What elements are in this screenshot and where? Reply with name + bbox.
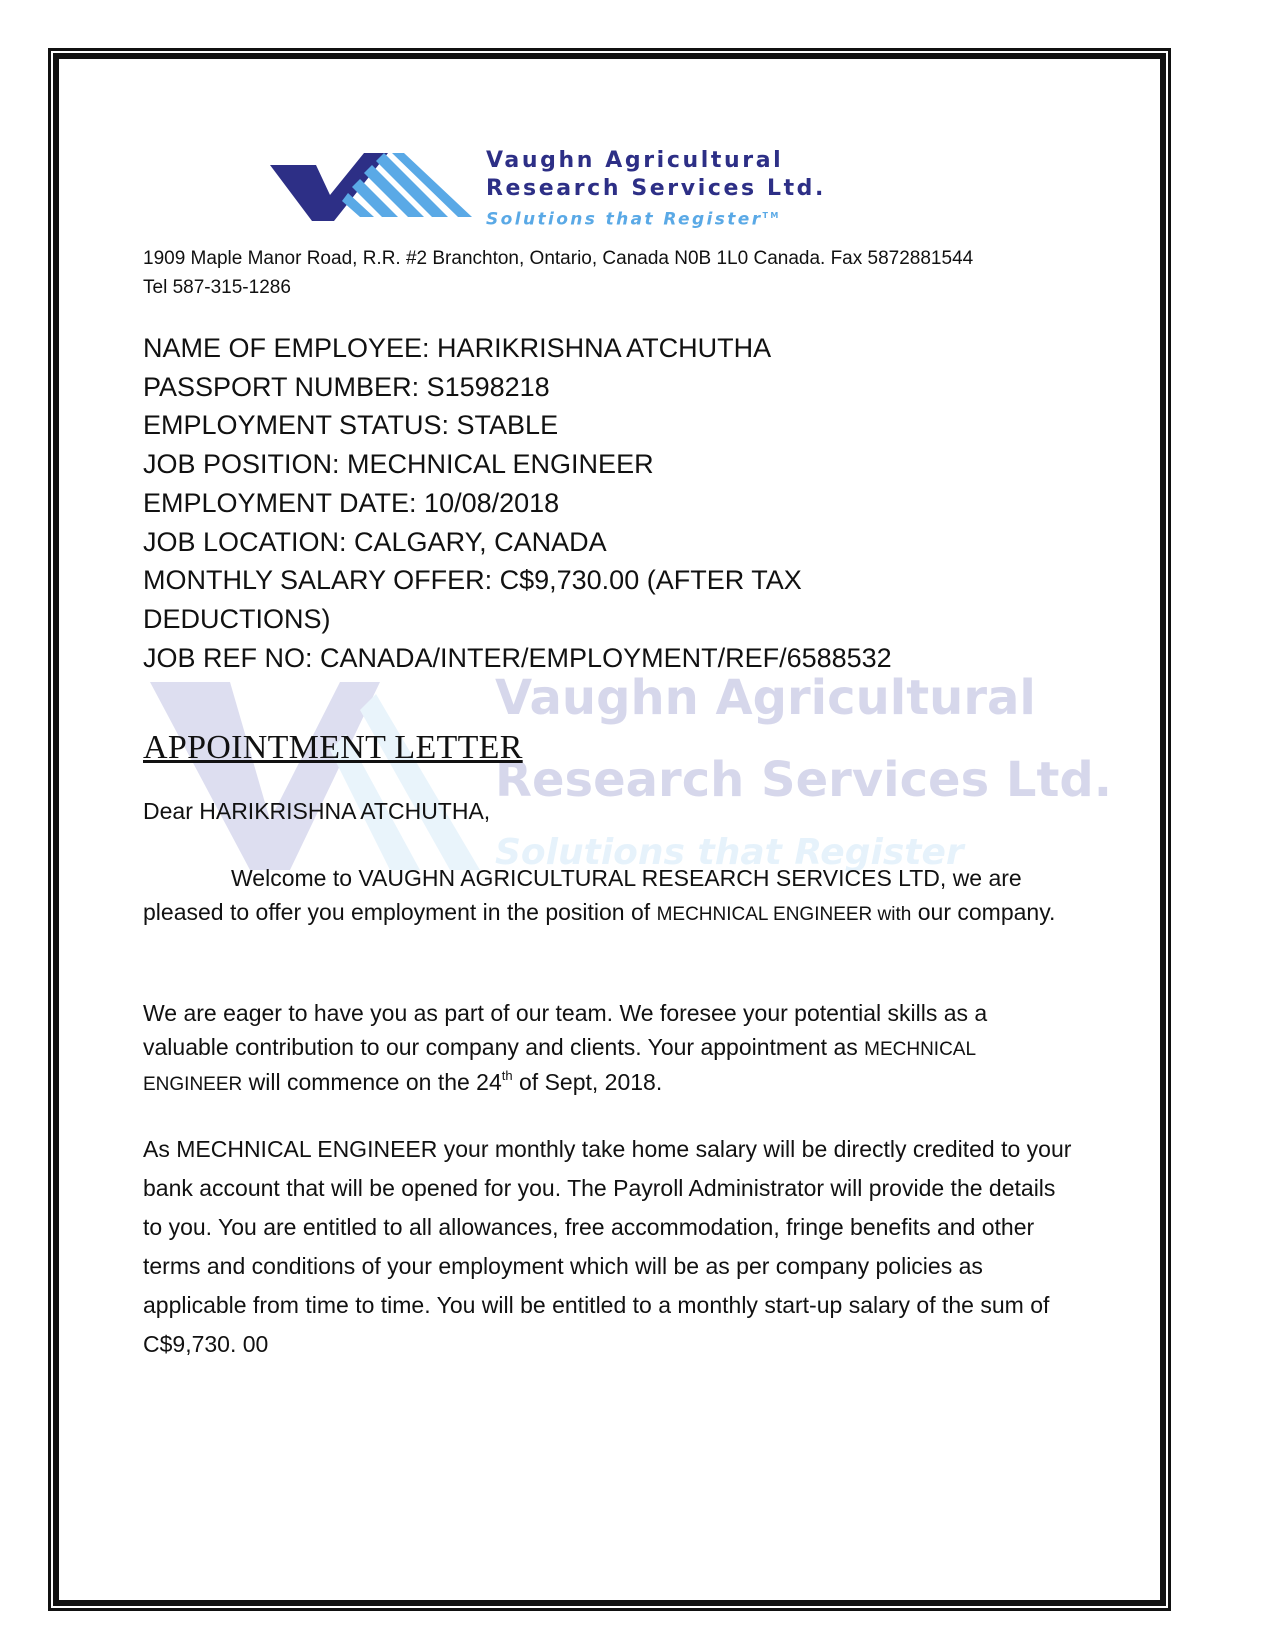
- employment-date-field: EMPLOYMENT DATE: 10/08/2018: [143, 487, 560, 518]
- watermark-line2: Research Services Ltd.: [495, 752, 1112, 808]
- phone-line: Tel 587-315-1286: [143, 277, 291, 298]
- paragraph-appointment: We are eager to have you as part of our team. We foresee your potential skills as a valuable contribution to our company and clients. Your appointment as MECHNICAL ENGINEER will commence on the 24th of Sept, 2018.: [143, 1000, 988, 1095]
- logo-name-line1: Vaughn Agricultural: [486, 148, 784, 173]
- logo-v-mark-icon: [268, 147, 478, 223]
- job-location-field: JOB LOCATION: CALGARY, CANADA: [143, 526, 607, 557]
- paragraph-welcome: Welcome to VAUGHN AGRICULTURAL RESEARCH SERVICES LTD, we are pleased to offer you employment in the position of MECHNICAL ENGINEER with our company.: [143, 865, 1056, 925]
- company-address: [143, 244, 1103, 302]
- job-ref-field: JOB REF NO: CANADA/INTER/EMPLOYMENT/REF/6588532: [143, 642, 892, 673]
- salary-field: MONTHLY SALARY OFFER: C$9,730.00 (AFTER TAX DEDUCTIONS): [143, 565, 802, 634]
- watermark-tagline: Solutions that Register: [495, 832, 964, 873]
- greeting: Dear HARIKRISHNA ATCHUTHA,: [143, 798, 491, 824]
- logo-text: [486, 147, 826, 233]
- employment-status-field: EMPLOYMENT STATUS: STABLE: [143, 410, 559, 441]
- logo-tagline: Solutions that Register™: [486, 209, 781, 230]
- address-line: 1909 Maple Manor Road, R.R. #2 Branchton, Ontario, Canada N0B 1L0 Canada. Fax 5872881544: [143, 248, 974, 269]
- company-logo: [268, 147, 938, 230]
- letter-heading: APPOINTMENT LETTER: [143, 729, 523, 766]
- employee-name-field: NAME OF EMPLOYEE: HARIKRISHNA ATCHUTHA: [143, 333, 772, 363]
- trademark-mark: TM: [762, 211, 781, 220]
- job-position-field: JOB POSITION: MECHNICAL ENGINEER: [143, 449, 654, 480]
- watermark-line1: Vaughn Agricultural: [495, 670, 1036, 726]
- paragraph-salary: As MECHNICAL ENGINEER your monthly take home salary will be directly credited to your bank account that will be opened for you. The Payroll Administrator will provide the details to you. You are entitled to all allowances, free accommodation, fringe benefits and other terms and conditions of your employment which will be as per company policies as applicable from time to time. You will be entitled to a monthly start-up salary of the sum of C$9,730. 00: [143, 1136, 1072, 1357]
- passport-field: PASSPORT NUMBER: S1598218: [143, 371, 550, 402]
- employee-details: [143, 329, 1043, 677]
- logo-name-line2: Research Services Ltd.: [486, 176, 826, 201]
